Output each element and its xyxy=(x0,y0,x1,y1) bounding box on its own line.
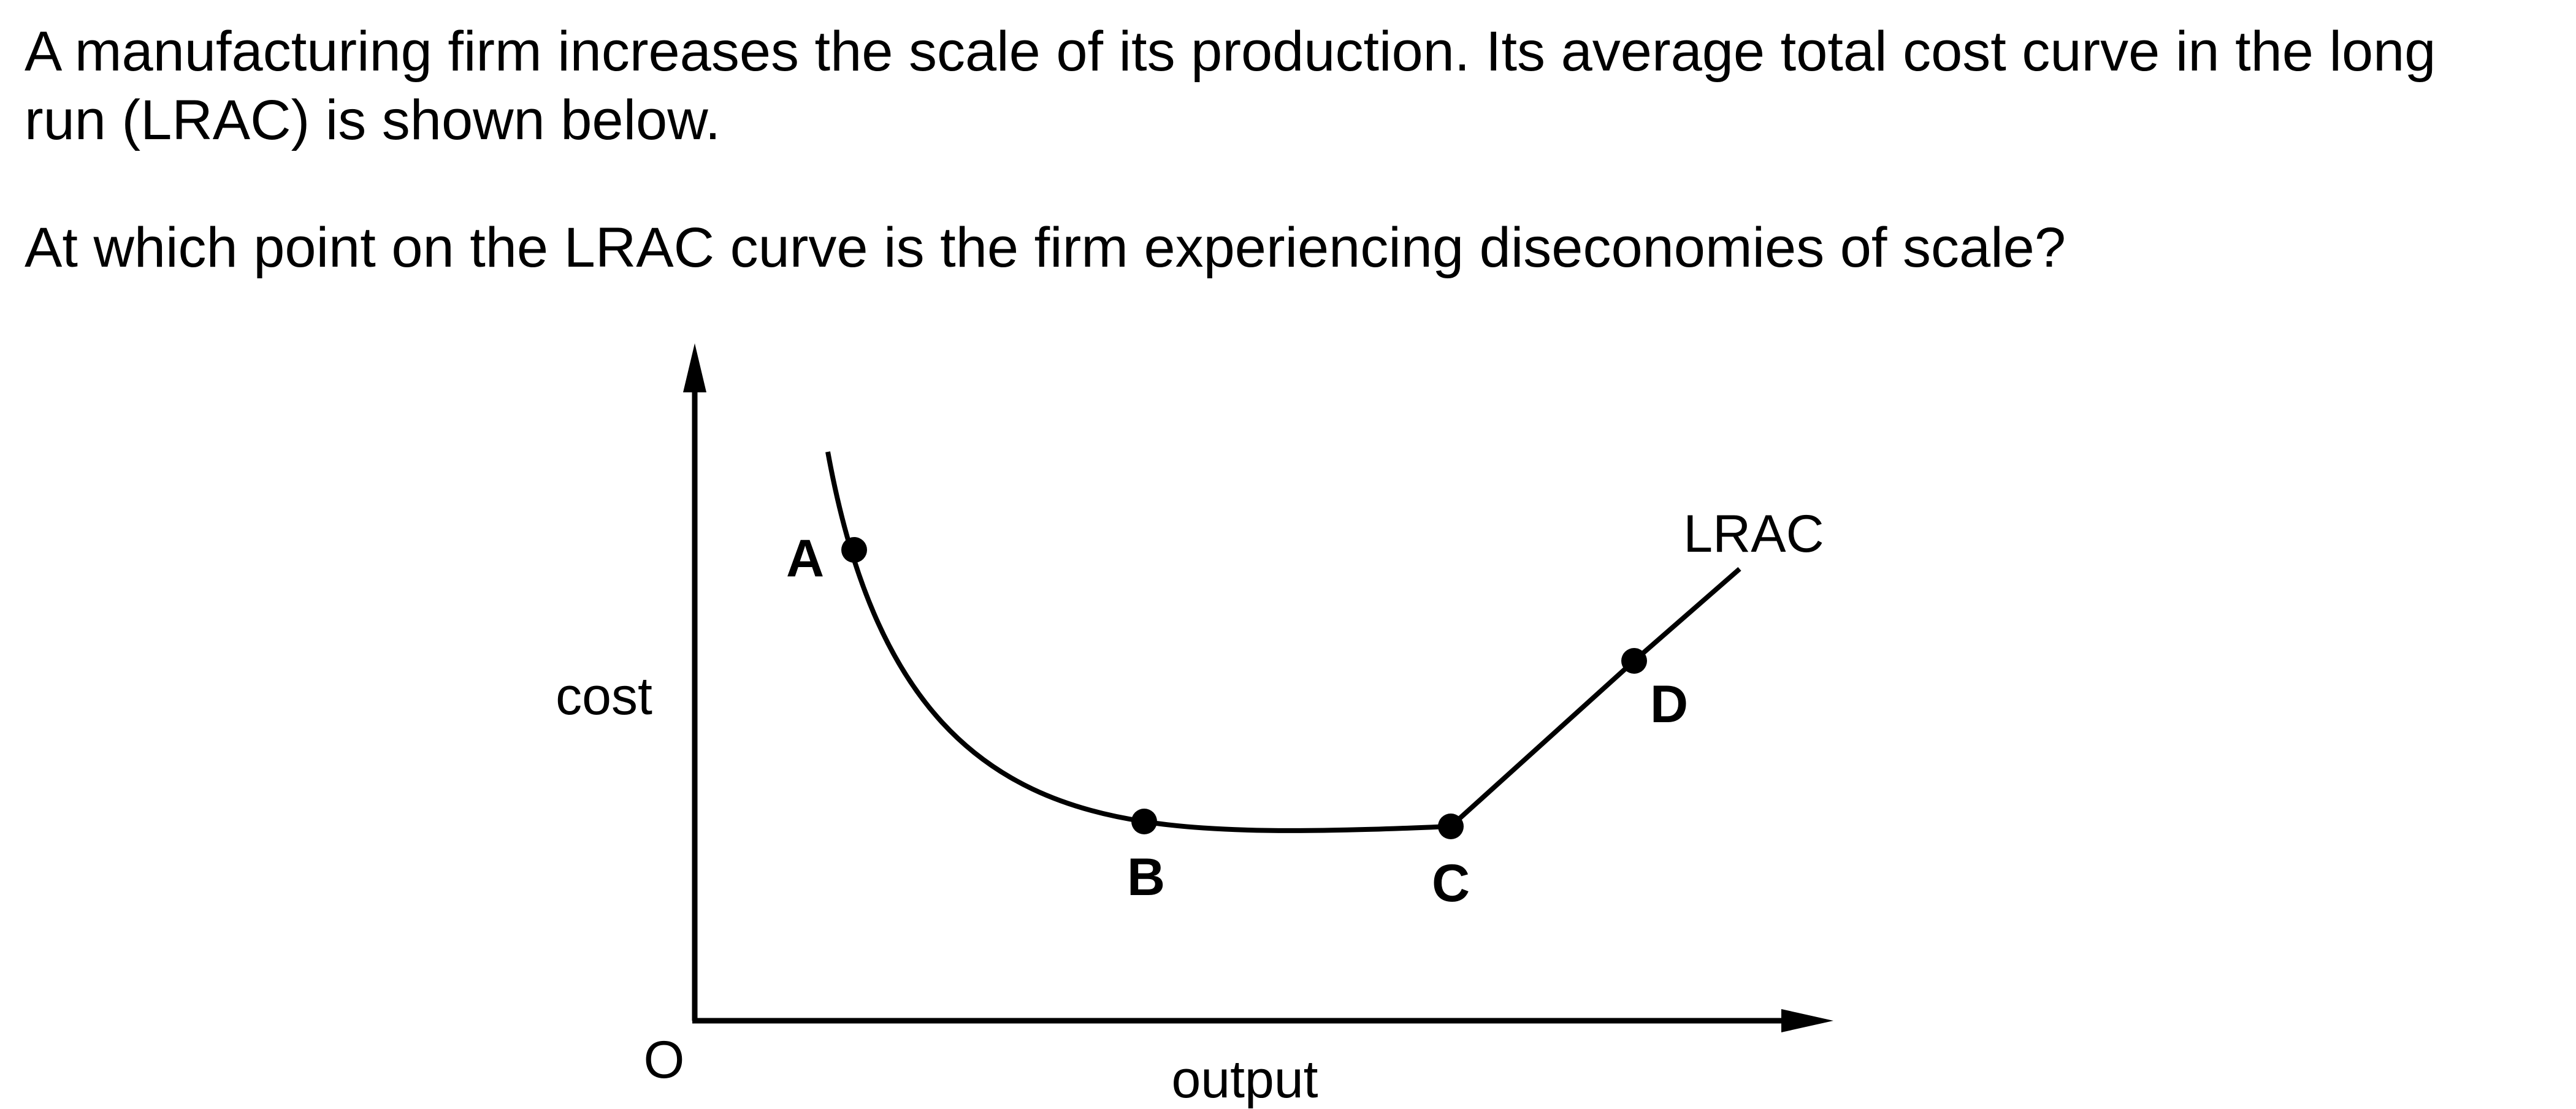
point-a-label: A xyxy=(785,529,825,588)
point-d-marker xyxy=(1621,648,1647,674)
question-intro: A manufacturing firm increases the scale of its production. Its average total cost curve in the long run (LRAC) is shown below. xyxy=(25,20,2436,151)
point-b-label: B xyxy=(1126,848,1166,907)
point-c-marker xyxy=(1438,814,1464,839)
y-axis-label: cost xyxy=(556,667,652,726)
point-b-marker xyxy=(1131,809,1157,834)
y-axis-arrowhead xyxy=(683,343,706,392)
point-c-label: C xyxy=(1431,854,1470,913)
lrac-curve-label: LRAC xyxy=(1683,505,1824,563)
origin-label: O xyxy=(643,1031,685,1089)
point-a-marker xyxy=(841,537,867,563)
x-axis-label: output xyxy=(1171,1050,1318,1109)
lrac-curve xyxy=(828,452,1740,831)
x-axis-arrowhead xyxy=(1781,1009,1833,1032)
point-d-label: D xyxy=(1649,675,1689,734)
question-prompt: At which point on the LRAC curve is the firm experiencing diseconomies of scale? xyxy=(25,216,2066,279)
